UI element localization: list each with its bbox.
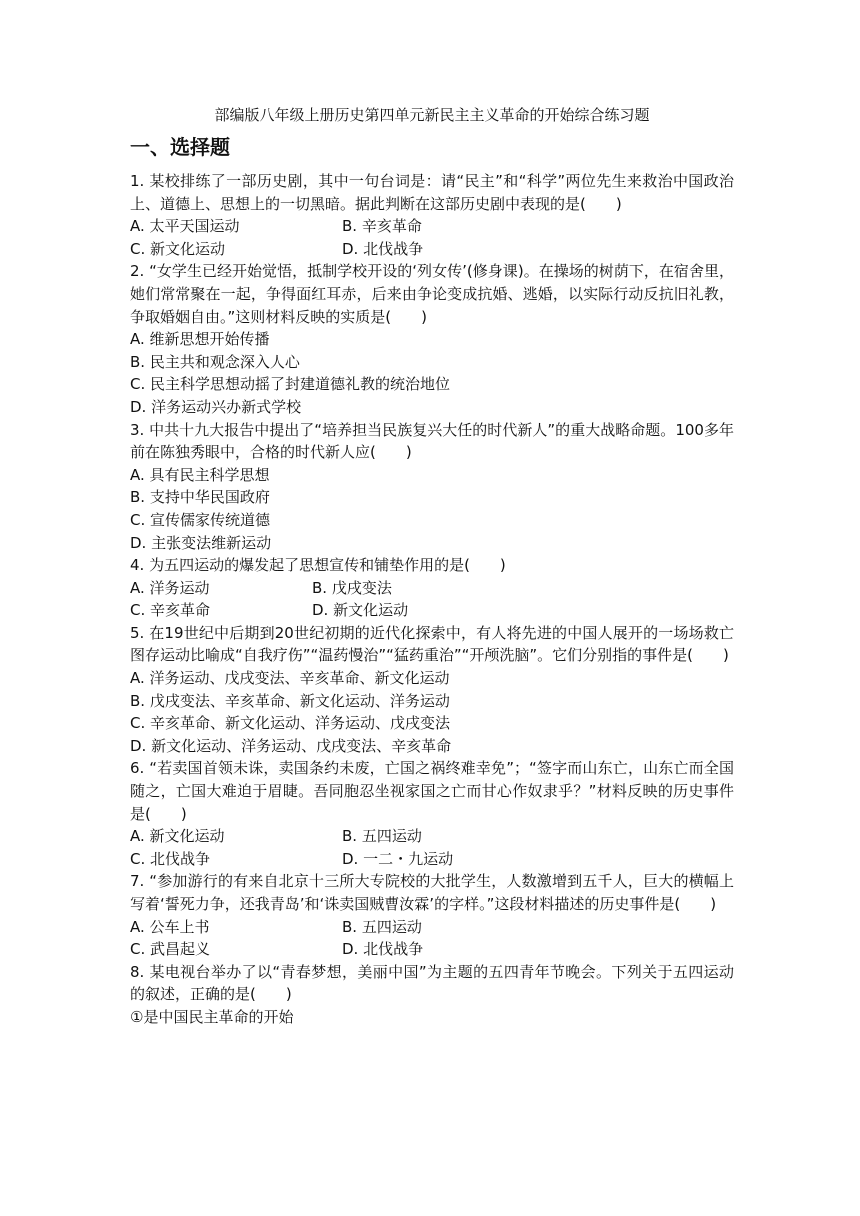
option-c: C. 北伐战争: [130, 849, 211, 868]
option-row: [130, 238, 734, 261]
option-row: [130, 916, 734, 939]
option-b: B. 戊戌变法、辛亥革命、新文化运动、洋务运动: [130, 691, 450, 710]
question-stem: 6. “若卖国首领未诛，卖国条约未废，亡国之祸终难幸免”；“签字而山东亡，山东亡而全国随之，亡国大难迫于眉睫。吾同胞忍坐视家国之亡而甘心作奴隶乎？”材料反映的历史事件是( ): [130, 759, 734, 823]
option-d: D. 洋务运动兴办新式学校: [130, 397, 302, 416]
option-row: [130, 848, 734, 871]
option-b: B. 五四运动: [342, 827, 422, 846]
option-d: D. 北伐战争: [342, 239, 424, 258]
option-d: D. 新文化运动: [312, 601, 409, 620]
section-heading: 一、选择题: [130, 135, 230, 159]
question-stem: 5. 在19世纪中后期到20世纪初期的近代化探索中，有人将先进的中国人展开的一场场救亡图存运动比喻成“自我疗伤”“温药慢治”“猛药重治”“开颅洗脑”。它们分别指的事件是( ): [130, 623, 734, 665]
statement-item: ①是中国民主革命的开始: [130, 1007, 294, 1026]
document-page: [130, 104, 734, 1029]
option-row: [130, 215, 734, 238]
option-a: A. 洋务运动: [130, 578, 210, 597]
question-stem: 8. 某电视台举办了以“青春梦想，美丽中国”为主题的五四青年节晚会。下列关于五四运动的叙述，正确的是( ): [130, 962, 734, 1004]
option-b: B. 支持中华民国政府: [130, 488, 270, 507]
document-title: 部编版八年级上册历史第四单元新民主主义革命的开始综合练习题: [214, 106, 650, 124]
option-d: D. 北伐战争: [342, 940, 424, 959]
option-c: C. 民主科学思想动摇了封建道德礼教的统治地位: [130, 375, 451, 394]
option-b: B. 戊戌变法: [312, 578, 392, 597]
question-stem: 7. “参加游行的有来自北京十三所大专院校的大批学生，人数激增到五千人，巨大的横幅上写着‘誓死力争，还我青岛’和‘诛卖国贼曹汝霖’的字样。”这段材料描述的历史事件是( ): [130, 872, 734, 913]
option-row: [130, 599, 734, 622]
option-a: A. 新文化运动: [130, 827, 225, 846]
option-b: B. 民主共和观念深入人心: [130, 352, 300, 371]
option-d: D. 主张变法维新运动: [130, 533, 272, 552]
option-row: [130, 938, 734, 961]
option-c: C. 辛亥革命: [130, 601, 211, 620]
question-stem: 3. 中共十九大报告中提出了“培养担当民族复兴大任的时代新人”的重大战略命题。100多年前在陈独秀眼中，合格的时代新人应( ): [130, 420, 734, 462]
option-a: A. 洋务运动、戊戌变法、辛亥革命、新文化运动: [130, 669, 450, 688]
option-c: C. 宣传儒家传统道德: [130, 510, 271, 529]
option-b: B. 五四运动: [342, 917, 422, 936]
option-b: B. 辛亥革命: [342, 217, 422, 236]
option-a: A. 太平天国运动: [130, 217, 240, 236]
option-a: A. 具有民主科学思想: [130, 465, 270, 484]
question-stem: 4. 为五四运动的爆发起了思想宣传和铺垫作用的是( ): [130, 556, 506, 575]
option-c: C. 武昌起义: [130, 940, 211, 959]
option-a: A. 公车上书: [130, 917, 210, 936]
question-stem: 2. “女学生已经开始觉悟，抵制学校开设的‘列女传’(修身课)。在操场的树荫下，在宿舍里，她们常常聚在一起，争得面红耳赤，后来由争论变成抗婚、逃婚，以实际行动反抗旧礼教，争取婚姻自由。”这则材料反映的实质是( ): [130, 262, 734, 326]
option-row: [130, 825, 734, 848]
option-d: D. 一二・九运动: [342, 849, 454, 868]
option-row: [130, 577, 734, 600]
option-a: A. 维新思想开始传播: [130, 330, 270, 349]
option-c: C. 辛亥革命、新文化运动、洋务运动、戊戌变法: [130, 714, 451, 733]
question-stem: 1. 某校排练了一部历史剧，其中一句台词是：请“民主”和“科学”两位先生来救治中国政治上、道德上、思想上的一切黑暗。据此判断在这部历史剧中表现的是( ): [130, 172, 734, 213]
option-d: D. 新文化运动、洋务运动、戊戌变法、辛亥革命: [130, 736, 452, 755]
option-c: C. 新文化运动: [130, 239, 226, 258]
